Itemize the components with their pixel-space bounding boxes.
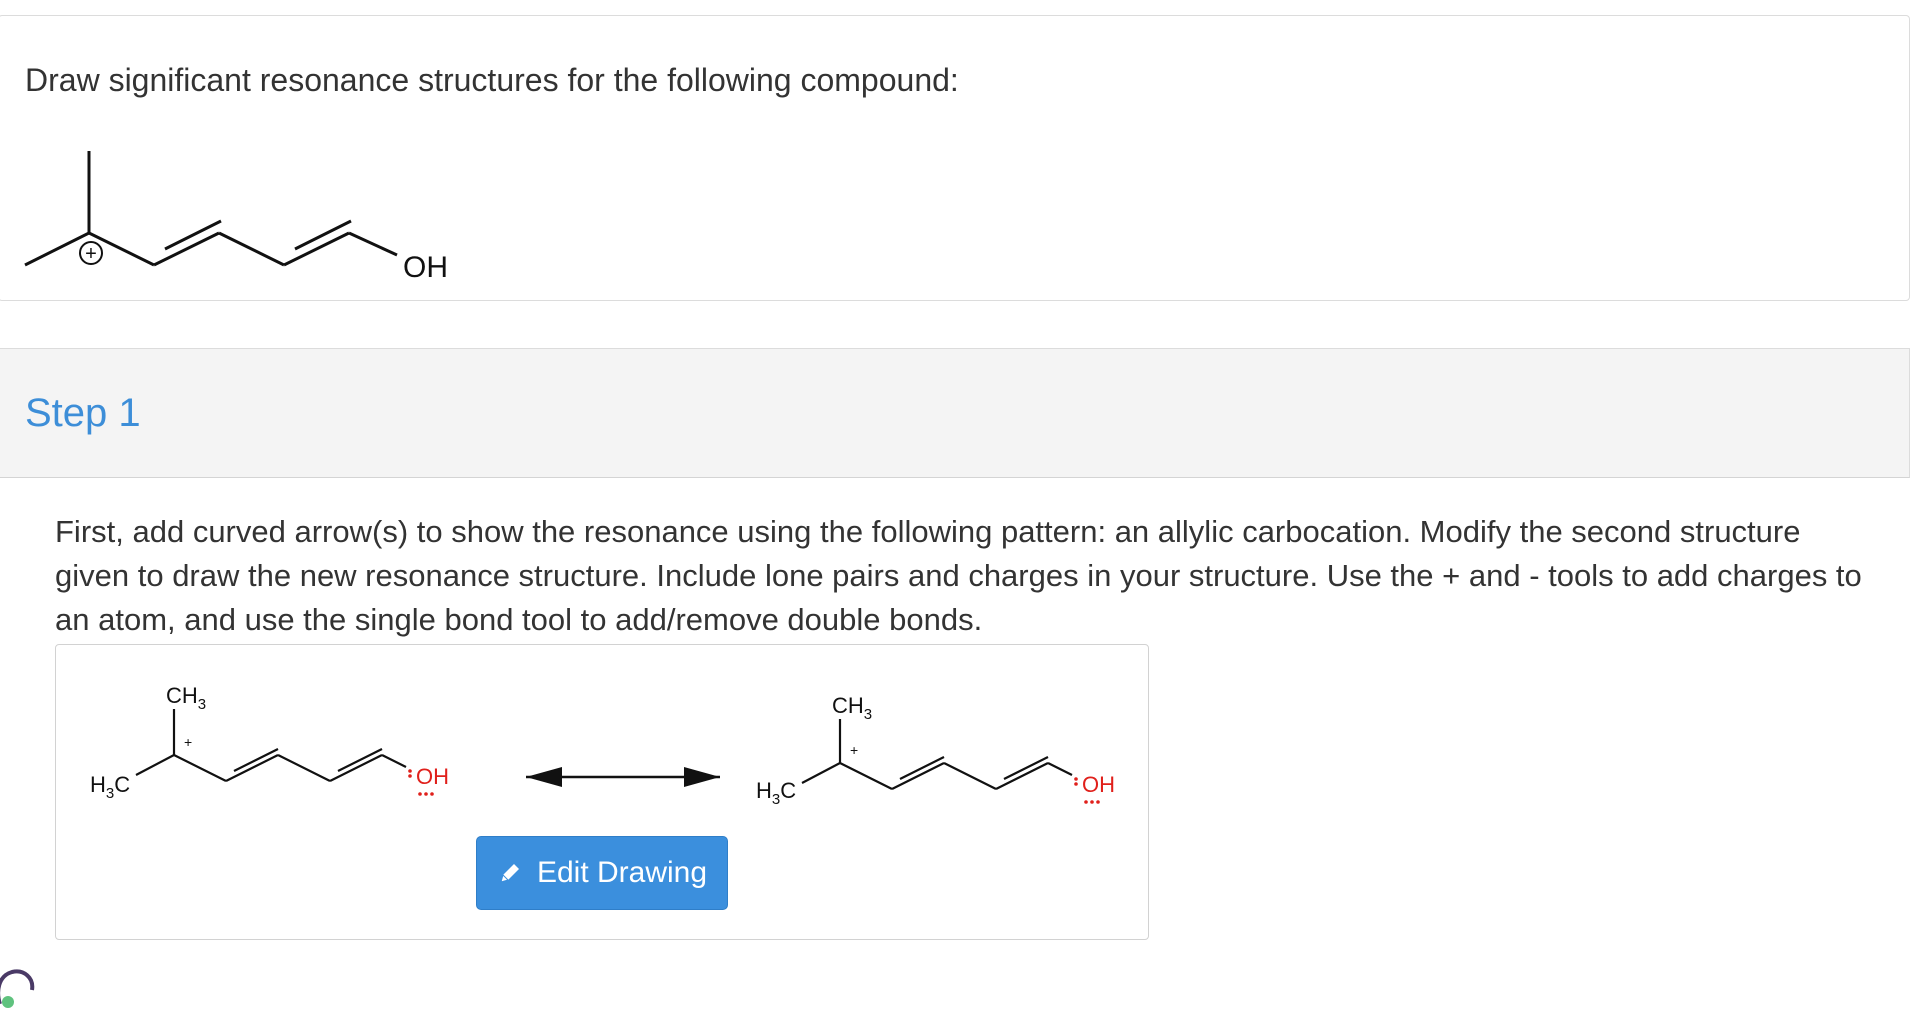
charge-label: + (184, 734, 193, 750)
h3c-label: $H_3C$ (90, 772, 131, 802)
edit-drawing-label: Edit Drawing (536, 856, 708, 889)
step-instructions: First, add curved arrow(s) to show the resonance using the following pattern: an allylic carbocation. Modify the second structure given to draw the new resonance structure. Include lone pairs and charges in your structure. Use the + and - tools to add charges to an atom, and use the single bond tool to add/remove double bonds. (55, 514, 1862, 637)
pencil-icon (497, 860, 523, 886)
resonance-structure-1 (90, 683, 449, 802)
edit-drawing-button[interactable] (476, 836, 728, 910)
resonance-arrow (526, 767, 720, 787)
charge-label: + (85, 243, 97, 265)
chat-widget-icon[interactable] (0, 958, 38, 1010)
question-prompt: Draw significant resonance structures for the following compound: (25, 62, 959, 98)
ch3-label: $CH_3$ (166, 683, 207, 713)
question-molecule (19, 141, 479, 291)
step-title: Step 1 (25, 391, 141, 435)
h3c-label: $H_3C$ (756, 778, 797, 808)
question-card (0, 15, 1910, 301)
charge-label: + (850, 742, 859, 758)
resonance-structure-2 (756, 693, 1115, 808)
oh-label: OH (1082, 772, 1115, 797)
step-header (0, 348, 1910, 478)
ch3-label: $CH_3$ (832, 693, 873, 723)
oh-label: OH (416, 764, 449, 789)
drawing-panel (55, 644, 1149, 940)
oh-label: OH (403, 251, 448, 284)
